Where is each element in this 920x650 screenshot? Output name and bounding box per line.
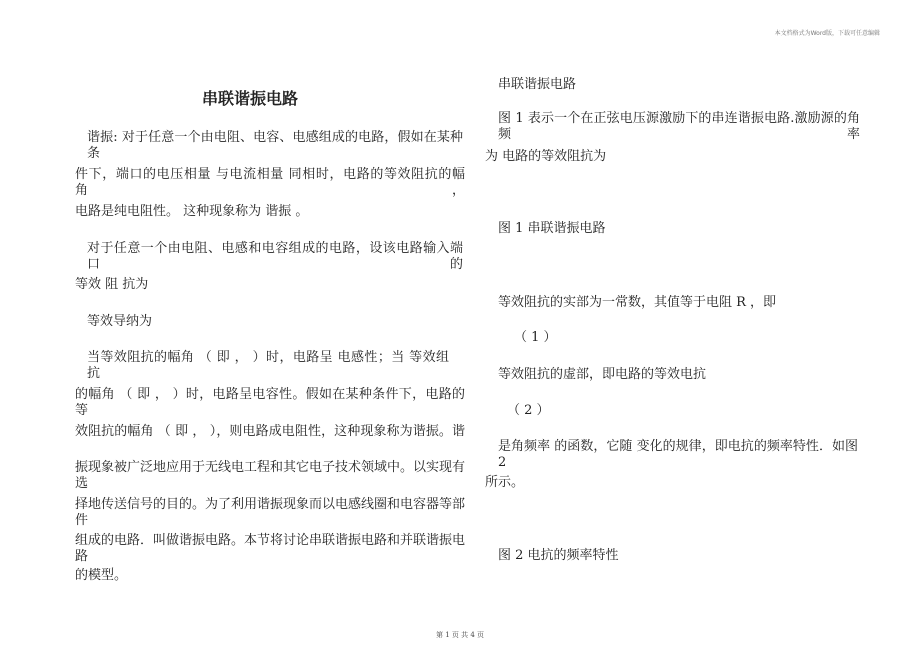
paragraph-line: 是角频率 的函数，它随 变化的规律，即电抗的频率特性．如图 2: [498, 439, 858, 470]
paragraph-line: 效阻抗的幅角 （ 即 ， ），则电路成电阻性，这种现象称为谐振。谐: [75, 424, 465, 439]
paragraph-line: 对于任意一个由电阻、电感和电容组成的电路，设该电路输入端口的: [87, 241, 463, 272]
figure-caption: 图 1 串联谐振电路: [498, 221, 606, 236]
paragraph-line: 图 1 表示一个在正弦电压源激励下的串连谐振电路.激励源的角频率: [498, 111, 860, 142]
paragraph-line: 当等效阻抗的幅角 （ 即 ， ）时，电路呈 电感性；当 等效组抗: [87, 350, 449, 381]
section-heading: 串联谐振电路: [498, 77, 577, 92]
paragraph-line: 等效导纳为: [87, 314, 153, 329]
figure-caption: 图 2 电抗的频率特性: [498, 548, 619, 563]
paragraph-line: 组成的电路．叫做谐振电路。本节将讨论串联谐振电路和并联谐振电路: [75, 533, 466, 564]
document-title: 串联谐振电路: [202, 89, 299, 108]
paragraph-line: 等效阻抗的实部为一常数，其值等于电阻 R ，即: [498, 295, 777, 310]
paragraph-line: 所示。: [485, 475, 525, 490]
paragraph-line: 件下，端口的电压相量 与电流相量 同相时，电路的等效阻抗的幅角，: [75, 167, 465, 198]
page-footer: 第 1 页 共 4 页: [435, 631, 485, 639]
paragraph-line: 为 电路的等效阻抗为: [485, 149, 607, 164]
paragraph-line: 谐振: 对于任意一个由电阻、电容、电感组成的电路，假如在某种条: [87, 130, 463, 161]
equation-number: （ 2 ）: [507, 403, 550, 418]
paragraph-line: 等效 阻 抗为: [75, 277, 149, 292]
paragraph-line: 择地传送信号的目的。为了利用谐振现象而以电感线圈和电容器等部件: [75, 497, 466, 528]
paragraph-line: 等效阻抗的虚部，即电路的等效电抗: [498, 367, 707, 382]
equation-number: （ 1 ）: [514, 330, 557, 345]
paragraph-line: 电路是纯电阻性。 这种现象称为 谐振 。: [75, 204, 309, 219]
header-note: 本文档格式为Word版，下载可任意编辑: [774, 30, 880, 37]
paragraph-line: 的幅角 （ 即 ， ）时，电路呈电容性。假如在某种条件下，电路的等: [75, 387, 465, 418]
paragraph-line: 的模型。: [75, 568, 128, 583]
paragraph-line: 振现象被广泛地应用于无线电工程和其它电子技术领域中。以实现有选: [75, 460, 466, 491]
